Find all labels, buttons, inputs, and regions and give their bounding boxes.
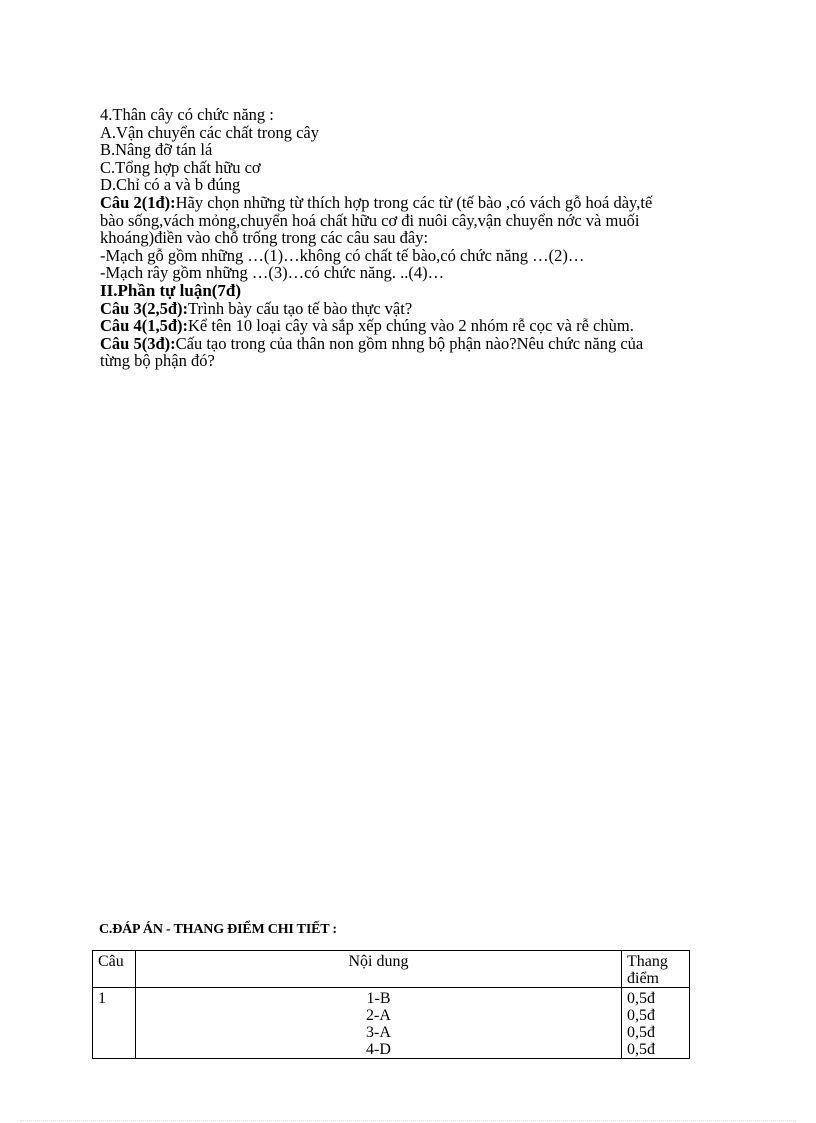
header-noi-dung: Nội dung xyxy=(136,951,622,988)
question-2-text-1: Hãy chọn những từ thích hợp trong các từ (tế bào ,có vách gỗ hoá dày,tế xyxy=(175,192,653,212)
question-2 xyxy=(100,194,720,212)
option-d: D.Chỉ có a và b đúng xyxy=(100,175,241,195)
question-5-text-2: từng bộ phận đó? xyxy=(100,351,215,371)
question-3 xyxy=(100,300,720,318)
question-3-label: Câu 3(2,5đ): xyxy=(100,298,189,318)
question-4-essay-label: Câu 4(1,5đ): xyxy=(100,316,189,336)
fill-blank-line-1: -Mạch gỗ gồm những …(1)…không có chất tế bào,có chức năng …(2)… xyxy=(100,245,585,265)
option-a: A.Vận chuyển các chất trong cây xyxy=(100,122,319,142)
question-4-essay xyxy=(100,317,720,335)
option-c: C.Tổng hợp chất hữu cơ xyxy=(100,157,261,177)
points-item: 0,5đ xyxy=(627,1007,655,1024)
header-thang-diem: Thang điểm xyxy=(622,951,690,988)
question-5-label: Câu 5(3đ): xyxy=(100,333,176,353)
answer-item: 1-B xyxy=(366,990,391,1007)
question-2-text-2: bào sống,vách mỏng,chuyển hoá chất hữu cơ đi nuôi cây,vận chuyển nớc và muối xyxy=(100,210,640,230)
answer-item: 3-A xyxy=(366,1024,391,1041)
fill-blank-line-2: -Mạch rây gồm những …(3)…có chức năng. ..(4)… xyxy=(100,263,445,283)
table-header-row xyxy=(93,951,690,988)
question-section xyxy=(100,106,720,370)
table-row xyxy=(93,988,690,1059)
row-points xyxy=(622,988,690,1059)
question-5 xyxy=(100,335,720,353)
header-cau: Câu xyxy=(93,951,136,988)
row-cau: 1 xyxy=(93,988,136,1059)
question-3-text: Trình bày cấu tạo tế bào thực vật? xyxy=(188,298,413,318)
answer-item: 2-A xyxy=(366,1007,391,1024)
points-item: 0,5đ xyxy=(627,1024,655,1041)
part-2-heading: II.Phần tự luận(7đ) xyxy=(100,280,242,300)
question-2-label: Câu 2(1đ): xyxy=(100,192,176,212)
answer-key-table xyxy=(92,950,690,1059)
page-divider xyxy=(20,1120,796,1121)
question-5-text-1: Cấu tạo trong của thân non gồm nhng bộ phận nào?Nêu chức năng của xyxy=(175,333,644,353)
points-item: 0,5đ xyxy=(627,1041,655,1058)
answer-key-title: C.ĐÁP ÁN - THANG ĐIỂM CHI TIẾT : xyxy=(99,922,337,937)
question-4-essay-text: Kể tên 10 loại cây và sắp xếp chúng vào 2 nhóm rễ cọc và rễ chùm. xyxy=(188,316,634,336)
row-items xyxy=(136,988,622,1059)
answer-item: 4-D xyxy=(366,1041,391,1058)
option-b: B.Nâng đỡ tán lá xyxy=(100,140,213,160)
question-4-title: 4.Thân cây có chức năng : xyxy=(100,105,274,124)
points-item: 0,5đ xyxy=(627,990,655,1007)
question-2-text-3: khoáng)điền vào chỗ trống trong các câu sau đây: xyxy=(100,228,429,248)
